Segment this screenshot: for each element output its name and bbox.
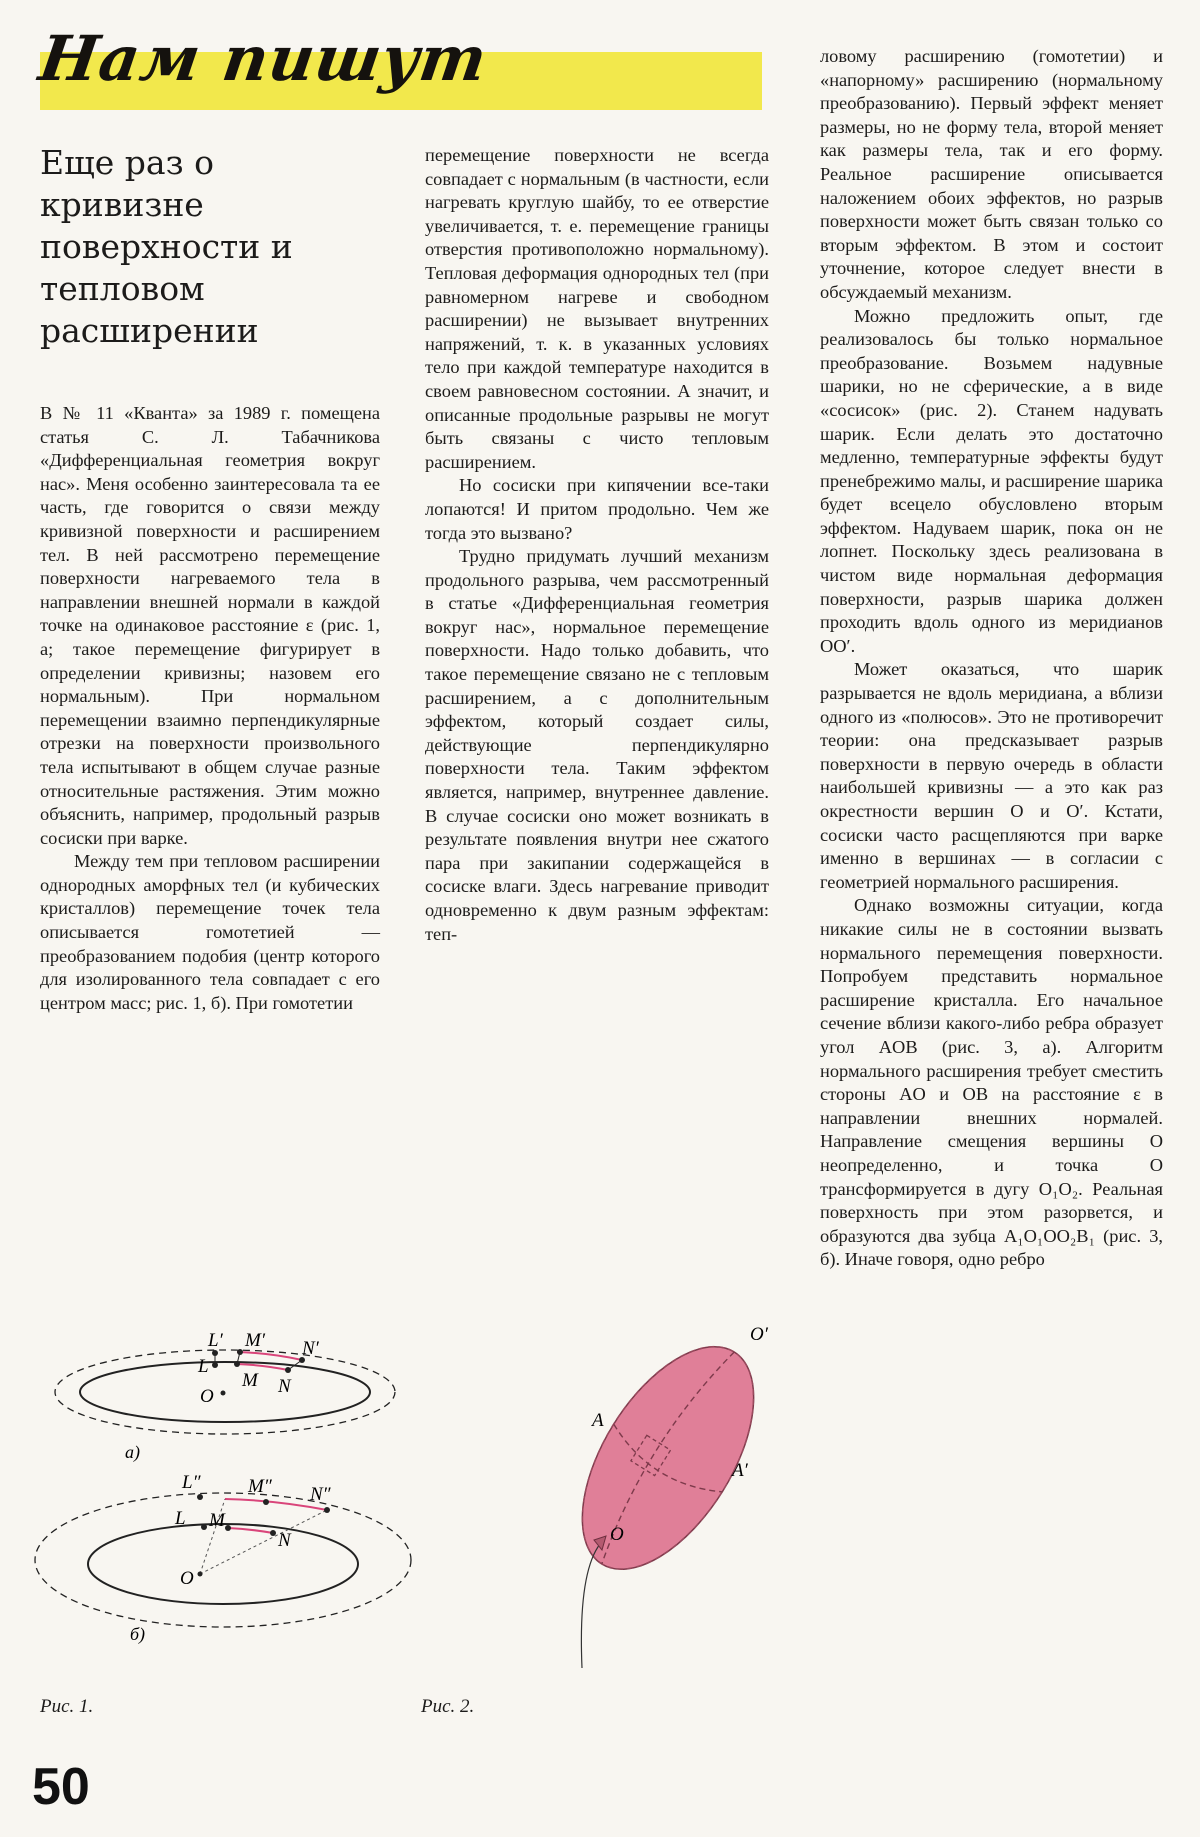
label-O-prime: O′ [750,1324,768,1345]
label-L: L [175,1508,186,1529]
paragraph: Можно предложить опыт, где реализовалось бы только нормальное преобразование. Возьмем надувные шарики, но не сферические, а в виде «сосисок» (рис. 2). Станем надувать шарик. Если делать это достаточно медленно, температурные эффекты будут пренебрежимо малы, и расширение шарика будет всецело обусловлено вторым эффектом. Надуваем шарик, пока он не лопнет. Поскольку здесь реализована в чистом виде нормальная деформация поверхности, разрыв шарика должен проходить вдоль одного из меридианов OO′. [820,305,1163,656]
label-M-prime: M′ [245,1330,265,1351]
figure-2 [520,1318,790,1688]
figure-1-caption: Рис. 1. [40,1696,94,1717]
label-L-prime: L′ [208,1330,223,1351]
article-title: Еще раз о кривизне поверхности и тепловом расширении [40,143,293,350]
subfigure-b-label: б) [130,1624,146,1644]
label-O: O [180,1568,194,1589]
page-number: 50 [32,1758,90,1816]
paragraph: Но сосиски при кипячении все-таки лопаются! И притом продольно. Чем же тогда это вызвано? [425,475,769,543]
label-O: O [200,1386,214,1407]
paragraph: перемещение поверхности не всегда совпадает с нормальным (в частности, если нагревать круглую шайбу, то ее отверстие увеличивается, т. е. перемещение границы отверстия противоположно нормальному). Тепловая деформация однородных тел (при равномерном нагреве и свободном расширении) не вызывает внутренних напряжений, т. к. в указанных условиях тело при каждой температуре находится в своем равновесном состоянии. А значит, и описанные продольные разрывы не могут быть связаны с чисто тепловым расширением. [425,145,769,472]
paragraph: Может оказаться, что шарик разрывается не вдоль меридиана, а вблизи одного из «полюсов». Это не противоречит теории: она предсказывает разрыв поверхности в первую очередь в области наибольшей кривизны — а это как раз окрестности вершин O и O′. Кстати, сосиски часто расщепляются при варке именно в вершинах — в согласии с геометрией нормального расширения. [820,659,1163,892]
label-N-prime: N′ [302,1338,319,1359]
paragraph: Трудно придумать лучший механизм продольного разрыва, чем рассмотренный в статье «Дифференциальная геометрия вокруг нас», нормальное перемещение поверхности. Надо только добавить, что такое перемещение связано не с тепловым расширением, а с дополнительным эффектом, который создает силы, действующие перпендикулярно поверхности тела. Таким эффектом является, например, внутреннее давление. В случае сосиски оно может возникать в результате появления внутри нее сжатого пара при закипании содержащейся в сосиске влаги. Здесь нагревание приводит одновременно к двум разным эффектам: теп- [425,546,769,944]
label-M-double-prime: M″ [248,1476,272,1497]
figure-2-caption: Рис. 2. [421,1696,475,1717]
label-N: N [278,1530,291,1551]
label-L: L [198,1356,209,1377]
label-A: A [592,1410,604,1431]
label-M: M [242,1370,258,1391]
text-column-2 [425,144,769,946]
section-title: Нам пишут [34,22,492,95]
label-N: N [278,1376,291,1397]
subfigure-a-label: а) [125,1442,140,1462]
label-M: M [209,1510,225,1531]
label-O: O [610,1524,624,1545]
text-column-1 [40,402,380,1015]
paragraph: ловому расширению (гомотетии) и «напорному» расширению (нормальному преобразованию). Первый эффект меняет размеры, но не форму тела, второй меняет как размеры тела, так и его форму. Реальное расширение описывается наложением обоих эффектов, но разрыв поверхности может быть связан только со вторым эффектом. В этом и состоит уточнение, которое следует внести в обсуждаемый механизм. [820,46,1163,302]
label-A-prime: A′ [732,1460,748,1481]
paragraph: Однако возможны ситуации, когда никакие силы не в состоянии вызвать нормального перемещения поверхности. Попробуем представить нормальное расширение кристалла. Его начальное сечение вблизи какого-либо ребра образует угол AOB (рис. 3, а). Алгоритм нормального расширения требует сместить стороны AO и OB на расстояние ε в направлении внешних нормалей. Направление смещения вершины O неопределенно, и точка O трансформируется в дугу O₁O₂. Реальная поверхность при этом разорвется, и образуются два зубца A₁O₁OO₂B₁ (рис. 3, б). Иначе говоря, одно ребро [820,895,1163,1270]
paragraph: В № 11 «Кванта» за 1989 г. помещена статья С. Л. Табачникова «Дифференциальная геометрия вокруг нас». Меня особенно заинтересовала та ее часть, где говорится о связи между кривизной поверхности и расширением тел. В ней рассмотрено перемещение поверхности нагреваемого тела в направлении внешней нормали в каждой точке на одинаковое расстояние ε (рис. 1, а; такое перемещение фигурирует в определении кривизны; назовем его нормальным). При нормальном перемещении взаимно перпендикулярные отрезки на поверхности произвольного тела испытывают в общем случае разные относительные растяжения. Этим можно объяснить, например, продольный разрыв сосиски при варке. [40,403,380,848]
label-N-double-prime: N″ [310,1484,331,1505]
paragraph: Между тем при тепловом расширении однородных аморфных тел (и кубических кристаллов) перемещение точек тела описывается гомотетией — преобразованием подобия (центр которого для изолированного тела совпадает с его центром масс; рис. 1, б). При гомотетии [40,851,380,1013]
text-column-3 [820,45,1163,1272]
figure-1 [30,1320,430,1650]
label-L-double-prime: L″ [182,1472,201,1493]
